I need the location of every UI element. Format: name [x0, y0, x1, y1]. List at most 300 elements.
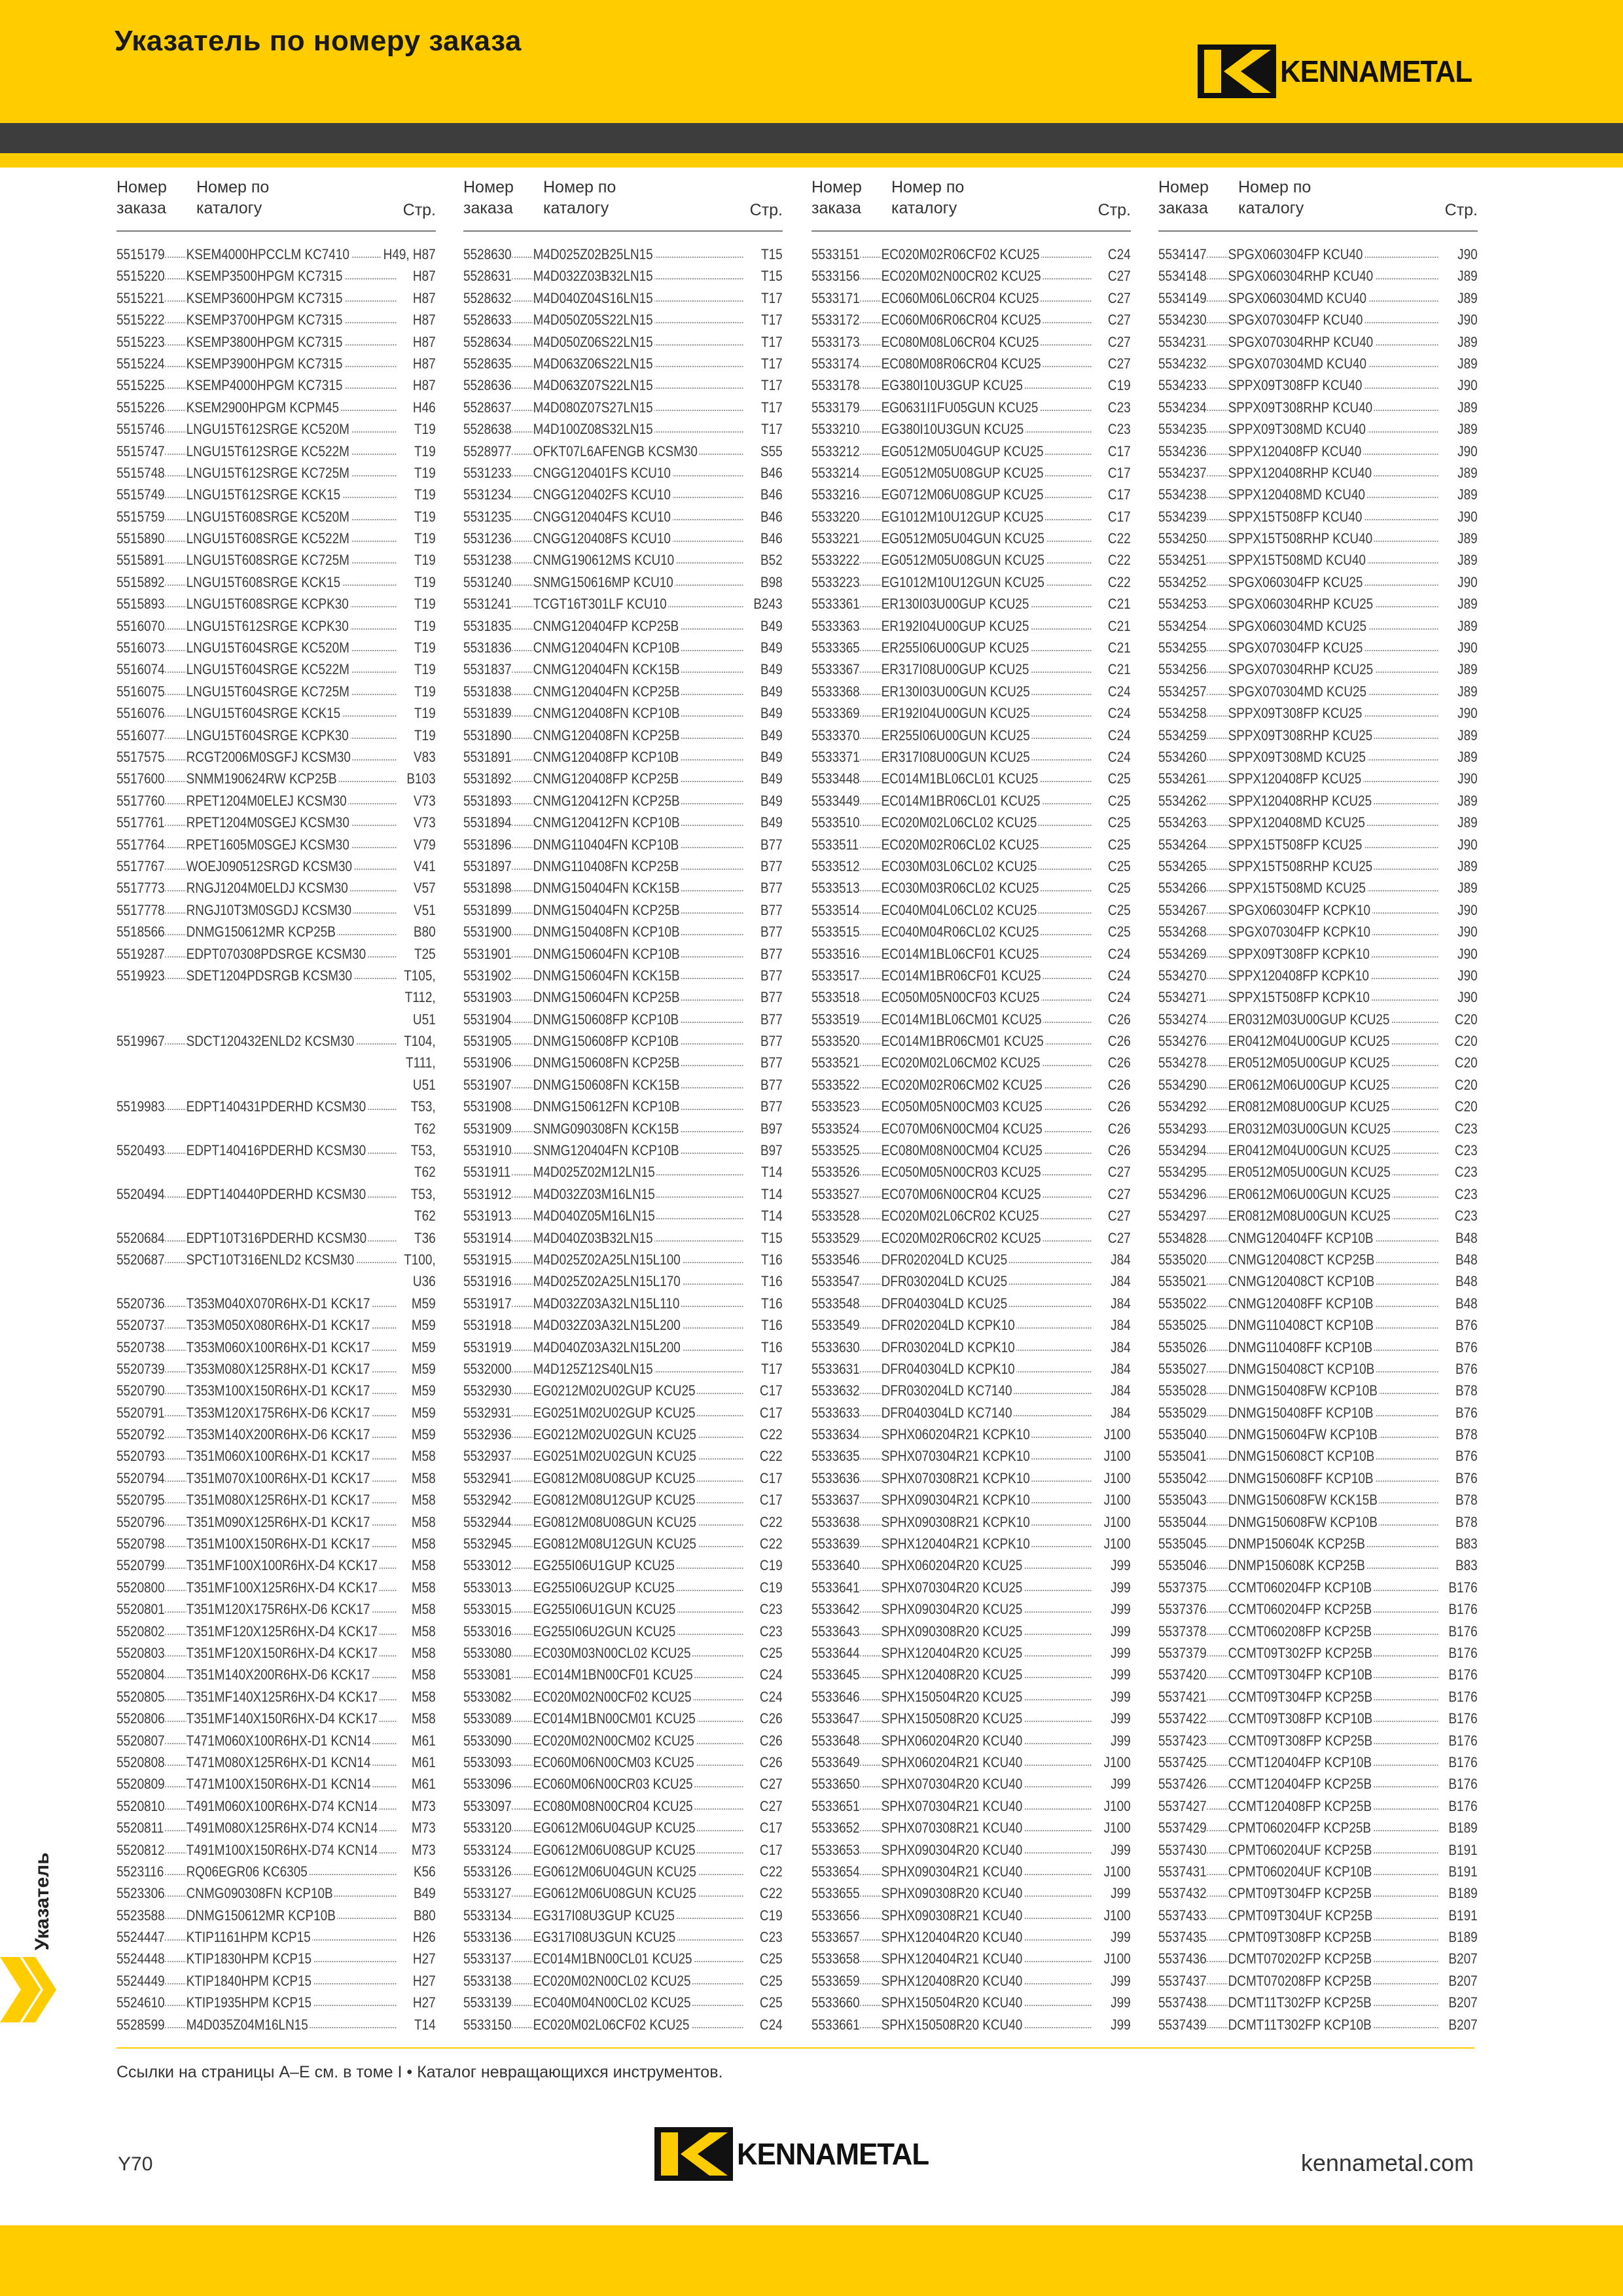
- order-number: 5533015: [463, 1601, 512, 1618]
- table-row: [1158, 1336, 1478, 1358]
- page-reference: J99: [1109, 1577, 1131, 1598]
- catalog-number: EG0612M06U04GUP KCU25: [533, 1817, 697, 1839]
- order-number: 5532944: [463, 1513, 512, 1530]
- order-number: 5515892: [116, 573, 165, 590]
- order-number: 5533525: [812, 1142, 860, 1159]
- page-reference: C27: [1106, 265, 1130, 287]
- page-reference: T14: [759, 1183, 782, 1205]
- catalog-number: EG0612M06U08GUP KCU25: [533, 1839, 697, 1861]
- order-number: 5534148: [1158, 268, 1207, 285]
- order-number: 5537421: [1158, 1688, 1207, 1705]
- table-row: [1158, 899, 1478, 921]
- order-number: 5520796: [116, 1513, 165, 1530]
- catalog-number: EG0812M08U12GUP KCU25: [533, 1489, 697, 1511]
- page-reference: B176: [1447, 1773, 1478, 1795]
- page-reference: B176: [1447, 1577, 1478, 1598]
- order-number: 5534267: [1158, 901, 1207, 918]
- order-number: 5534292: [1158, 1098, 1207, 1115]
- catalog-number: SPPX09T308FP KCU40: [1228, 374, 1364, 396]
- catalog-number: DFR040304LD KC7140: [882, 1402, 1014, 1424]
- catalog-number: CCMT09T308FP KCP25B: [1228, 1730, 1374, 1751]
- order-number: 5519923: [116, 967, 165, 984]
- order-number: 5520795: [116, 1492, 165, 1509]
- page-reference: M58: [410, 1533, 435, 1554]
- catalog-number: EDPT140440PDERHD KCSM30: [187, 1183, 368, 1205]
- catalog-number: SPHX120404R20 KCU25: [882, 1642, 1024, 1664]
- order-number: 5533646: [812, 1688, 860, 1705]
- table-row: [1158, 1358, 1478, 1380]
- column-header: [116, 177, 436, 232]
- page-reference: C26: [758, 1751, 782, 1773]
- catalog-number: LNGU15T604SRGE KCK15: [187, 702, 342, 724]
- catalog-number: SPPX09T308MD KCU25: [1228, 746, 1368, 768]
- page-reference: J84: [1109, 1249, 1131, 1270]
- order-number: 5534147: [1158, 246, 1207, 262]
- table-row: [812, 1533, 1131, 1554]
- table-row: [1158, 1249, 1478, 1270]
- order-number: 5519983: [116, 1098, 165, 1115]
- catalog-number: CNMG120408FN KCP25B: [533, 725, 682, 746]
- catalog-number: SPGX070304FP KCPK10: [1228, 921, 1372, 942]
- page-reference: B78: [1454, 1424, 1477, 1445]
- catalog-number: SPPX120408MD KCU40: [1228, 484, 1367, 505]
- order-number: 5520810: [116, 1797, 165, 1814]
- order-number: 5531233: [463, 464, 512, 481]
- order-number: 5520736: [116, 1295, 165, 1312]
- order-number: 5531838: [463, 683, 512, 700]
- side-section-label: Указатель: [31, 1852, 53, 1950]
- table-row: [1158, 1030, 1478, 1052]
- footer-note: Ссылки на страницы A–E см. в томе I • Каталог невращающихся инструментов.: [116, 2063, 723, 2081]
- catalog-number: EC014M1BN00CL01 KCU25: [533, 1948, 694, 1969]
- order-number: 5533369: [812, 705, 860, 722]
- order-number: 5534263: [1158, 814, 1207, 831]
- order-number: 5531836: [463, 639, 512, 656]
- table-row: [116, 353, 436, 374]
- table-row: [463, 1358, 783, 1380]
- website-link[interactable]: kennametal.com: [1300, 2149, 1474, 2176]
- index-rows: [812, 243, 1131, 2036]
- catalog-number: TCGT16T301LF KCU10: [533, 593, 669, 615]
- page-reference: C22: [758, 1511, 782, 1533]
- order-number: 5516076: [116, 705, 165, 722]
- catalog-number: EC020M02N00CL02 KCU25: [533, 1970, 692, 1992]
- order-number: 5533641: [812, 1579, 860, 1596]
- table-row: [1158, 1948, 1478, 1969]
- page-reference: T19: [412, 528, 435, 549]
- catalog-number: M4D100Z08S32LN15: [533, 418, 655, 440]
- column-header: [463, 177, 783, 232]
- table-row: [116, 1795, 436, 1817]
- page-reference: B103: [405, 768, 436, 789]
- table-row: [812, 1183, 1131, 1205]
- catalog-number: SPGX070304RHP KCU25: [1228, 658, 1375, 680]
- catalog-number: CPMT09T304UF KCP25B: [1228, 1905, 1374, 1926]
- catalog-number: KSEMP4000HPGM KC7315: [187, 374, 344, 396]
- table-row: [812, 725, 1131, 746]
- page-reference: B78: [1454, 1380, 1477, 1401]
- catalog-number: SPHX070308R21 KCU40: [882, 1817, 1024, 1839]
- page-reference: B77: [758, 1009, 782, 1030]
- catalog-number: SPHX070304R21 KCPK10: [882, 1445, 1032, 1467]
- catalog-number: EC014M1BN00CF01 KCU25: [533, 1664, 695, 1685]
- order-number: 5515224: [116, 355, 165, 372]
- catalog-number: EC014M1BR06CF01 KCU25: [882, 965, 1043, 986]
- page-reference: C24: [1106, 681, 1130, 702]
- order-number: 5534231: [1158, 333, 1207, 350]
- table-row: [116, 1861, 436, 1882]
- catalog-number: SPHX120404R21 KCPK10: [882, 1533, 1032, 1554]
- table-row: [116, 921, 436, 942]
- page-reference: T15: [759, 265, 782, 287]
- table-row: [116, 855, 436, 877]
- page-reference: C20: [1453, 1096, 1477, 1117]
- catalog-number: M4D032Z03M16LN15: [533, 1183, 657, 1205]
- order-number: 5533126: [463, 1863, 512, 1880]
- order-number: 5535029: [1158, 1404, 1207, 1421]
- catalog-number: T491M080X125R6HX-D74 KCN14: [187, 1817, 380, 1839]
- table-row: [812, 506, 1131, 528]
- catalog-number: EC060M06N00CR03 KCU25: [533, 1773, 695, 1795]
- catalog-number: EG0512M05U04GUP KCU25: [882, 440, 1045, 462]
- order-number: 5533650: [812, 1776, 860, 1793]
- order-number: 5532942: [463, 1492, 512, 1509]
- page-reference: C17: [1106, 440, 1130, 462]
- catalog-number: T351MF100X125R6HX-D4 KCK17: [187, 1577, 380, 1598]
- order-number: 5533513: [812, 880, 860, 897]
- catalog-number: KSEMP3700HPGM KC7315: [187, 309, 344, 331]
- table-row: [116, 1052, 436, 1073]
- catalog-number: M4D050Z05S22LN15: [533, 309, 655, 331]
- order-number: 5537427: [1158, 1797, 1207, 1814]
- table-row: [116, 528, 436, 549]
- page-reference: M59: [410, 1336, 435, 1358]
- table-row: [463, 1314, 783, 1336]
- page-reference: J84: [1109, 1270, 1131, 1292]
- page-reference: T111,: [404, 1052, 435, 1073]
- table-row: [116, 1074, 436, 1096]
- page-reference: B46: [758, 484, 782, 505]
- page-reference: B189: [1447, 1882, 1478, 1904]
- table-row: [812, 921, 1131, 942]
- table-row: [116, 1686, 436, 1708]
- table-row: [1158, 243, 1478, 265]
- table-row: [116, 986, 436, 1008]
- page-reference: J100: [1102, 1445, 1131, 1467]
- catalog-number: CNMG120408CT KCP10B: [1228, 1270, 1376, 1292]
- catalog-number: CCMT120404FP KCP10B: [1228, 1751, 1374, 1773]
- catalog-number: EG255I06U2GUP KCU25: [533, 1577, 677, 1598]
- header-catalog-number: Номер по каталогу: [1238, 178, 1311, 217]
- page-reference: C25: [758, 1948, 782, 1969]
- page-reference: C24: [758, 1664, 782, 1685]
- catalog-number: LNGU15T612SRGE KCK15: [187, 484, 342, 505]
- order-number: 5520794: [116, 1469, 165, 1486]
- order-number: 5528635: [463, 355, 512, 372]
- order-number: 5516074: [116, 661, 165, 678]
- page-reference: B176: [1447, 1730, 1478, 1751]
- page-reference: T14: [759, 1161, 782, 1183]
- index-column: [812, 177, 1131, 2036]
- page-reference: J100: [1102, 1905, 1131, 1926]
- table-row: [116, 1227, 436, 1249]
- catalog-number: T351M140X200R6HX-D6 KCK17: [187, 1664, 372, 1685]
- catalog-number: SPHX150508R20 KCU40: [882, 2014, 1024, 2036]
- catalog-number: EG0631I1FU05GUN KCU25: [882, 397, 1040, 418]
- catalog-number: M4D050Z06S22LN15: [533, 331, 655, 353]
- catalog-number: SPGX070304FP KCU25: [1228, 637, 1364, 658]
- catalog-number: CNMG120404FN KCP10B: [533, 637, 682, 658]
- catalog-number: KTIP1161HPM KCP15: [187, 1926, 313, 1948]
- table-row: [463, 1686, 783, 1708]
- page-reference: B52: [758, 549, 782, 571]
- order-number: 5533655: [812, 1885, 860, 1902]
- order-number: 5533510: [812, 814, 860, 831]
- catalog-number: CNGG120401FS KCU10: [533, 462, 673, 484]
- page-reference: C26: [1106, 1052, 1130, 1073]
- catalog-number: ER255I06U00GUP KCU25: [882, 637, 1031, 658]
- kennametal-footer-logo: [654, 2127, 939, 2181]
- page-reference: B77: [758, 877, 782, 899]
- table-row: [116, 1970, 436, 1992]
- table-row: [116, 1030, 436, 1052]
- catalog-number: SPCT10T316ENLD2 KCSM30: [187, 1249, 356, 1270]
- table-row: [812, 1489, 1131, 1511]
- table-row: [1158, 462, 1478, 484]
- table-row: [1158, 1795, 1478, 1817]
- table-row: [116, 1992, 436, 2013]
- order-number: 5533515: [812, 924, 860, 941]
- page-reference: J84: [1109, 1336, 1131, 1358]
- order-number: 5537437: [1158, 1972, 1207, 1989]
- page-reference: C23: [1453, 1139, 1477, 1161]
- table-row: [463, 1161, 783, 1183]
- page-reference: C25: [1106, 768, 1130, 789]
- order-number: 5534290: [1158, 1076, 1207, 1093]
- table-row: [812, 484, 1131, 505]
- catalog-number: LNGU15T608SRGE KC725M: [187, 549, 351, 571]
- page-reference: M58: [410, 1642, 435, 1664]
- order-number: 5537439: [1158, 2016, 1207, 2033]
- page-reference: B77: [758, 855, 782, 877]
- order-number: 5533523: [812, 1098, 860, 1115]
- order-number: 5533640: [812, 1557, 860, 1574]
- catalog-number: SPPX120408FP KCU40: [1228, 440, 1363, 462]
- page-reference: C25: [1106, 790, 1130, 812]
- order-number: 5533214: [812, 464, 860, 481]
- order-number: 5533089: [463, 1710, 512, 1727]
- order-number: 5528631: [463, 268, 512, 285]
- order-number: 5534269: [1158, 945, 1207, 962]
- page-reference: T36: [412, 1227, 435, 1249]
- catalog-number: LNGU15T604SRGE KC520M: [187, 637, 351, 658]
- order-number: 5531901: [463, 945, 512, 962]
- catalog-number: KTIP1840HPM KCP15: [187, 1970, 313, 1992]
- table-row: [463, 986, 783, 1008]
- catalog-number: SPPX120408FP KCPK10: [1228, 965, 1371, 986]
- order-number: 5520812: [116, 1841, 165, 1858]
- catalog-number: CNMG190612MS KCU10: [533, 549, 676, 571]
- order-number: 5533660: [812, 1994, 860, 2011]
- page-reference: J90: [1456, 506, 1478, 528]
- page-reference: C23: [1453, 1183, 1477, 1205]
- order-number: 5528977: [463, 442, 512, 459]
- catalog-number: T353M080X125R8HX-D1 KCK17: [187, 1358, 372, 1380]
- table-row: [116, 1926, 436, 1948]
- order-number: 5533630: [812, 1338, 860, 1355]
- order-number: 5533637: [812, 1492, 860, 1509]
- page-reference: C27: [1106, 1205, 1130, 1227]
- page-reference: J89: [1456, 790, 1478, 812]
- catalog-number: KTIP1935HPM KCP15: [187, 1992, 313, 2013]
- page-reference: T19: [412, 549, 435, 571]
- catalog-number: EC080M08L06CR04 KCU25: [882, 331, 1041, 353]
- catalog-number: SPHX090304R20 KCU25: [882, 1598, 1024, 1620]
- table-row: [463, 943, 783, 965]
- catalog-number: SPHX060204R21 KCU40: [882, 1751, 1024, 1773]
- catalog-number: DNMP150604K KCP25B: [1228, 1533, 1367, 1554]
- table-row: [463, 1052, 783, 1073]
- order-number: 5534261: [1158, 770, 1207, 787]
- table-row: [116, 1730, 436, 1751]
- page-reference: T19: [412, 702, 435, 724]
- table-row: [116, 658, 436, 680]
- order-number: 5520738: [116, 1338, 165, 1355]
- catalog-number: EC014M1BN00CM01 KCU25: [533, 1708, 698, 1729]
- table-row: [1158, 2014, 1478, 2036]
- table-row: [463, 1839, 783, 1861]
- table-row: [1158, 440, 1478, 462]
- page-reference: C19: [1106, 374, 1130, 396]
- table-row: [116, 1664, 436, 1685]
- catalog-number: DFR030204LD KC7140: [882, 1380, 1014, 1401]
- catalog-number: SDCT120432ENLD2 KCSM30: [187, 1030, 356, 1052]
- catalog-number: DCMT11T302FP KCP25B: [1228, 1992, 1374, 2013]
- page-reference: J90: [1456, 571, 1478, 593]
- catalog-number: ER0312M03U00GUP KCU25: [1228, 1009, 1391, 1030]
- page-reference: C25: [1106, 899, 1130, 921]
- page-reference: C25: [1106, 921, 1130, 942]
- table-row: [812, 1882, 1131, 1904]
- page-reference: J100: [1102, 1817, 1131, 1839]
- page-reference: B176: [1447, 1686, 1478, 1708]
- order-number: 5534251: [1158, 552, 1207, 569]
- order-number: 5533216: [812, 486, 860, 503]
- page-reference: J99: [1109, 1642, 1131, 1664]
- page-reference: T15: [759, 1227, 782, 1249]
- page-reference: B76: [1454, 1467, 1477, 1489]
- catalog-number: M4D040Z04S16LN15: [533, 287, 655, 309]
- page-reference: B49: [758, 637, 782, 658]
- page-reference: T19: [412, 484, 435, 505]
- order-number: 5520799: [116, 1557, 165, 1574]
- page-reference: J99: [1109, 1992, 1131, 2013]
- order-number: 5535044: [1158, 1513, 1207, 1530]
- table-row: [1158, 1052, 1478, 1073]
- page-reference: J89: [1456, 812, 1478, 833]
- order-number: 5533179: [812, 399, 860, 416]
- table-row: [116, 243, 436, 265]
- table-row: [1158, 1686, 1478, 1708]
- table-row: [463, 1861, 783, 1882]
- table-row: [463, 1751, 783, 1773]
- page-reference: M58: [410, 1708, 435, 1729]
- catalog-number: EG0612M06U08GUN KCU25: [533, 1882, 698, 1904]
- table-row: [812, 1730, 1131, 1751]
- catalog-number: SPHX090308R21 KCU40: [882, 1905, 1024, 1926]
- order-number: 5533174: [812, 355, 860, 372]
- table-row: [1158, 571, 1478, 593]
- page-reference: B97: [758, 1139, 782, 1161]
- order-number: 5533222: [812, 552, 860, 569]
- catalog-number: EC030M03N00CL02 KCU25: [533, 1642, 692, 1664]
- catalog-number: KSEM2900HPGM KCPM45: [187, 397, 341, 418]
- page-reference: J90: [1456, 309, 1478, 331]
- order-number: 5537379: [1158, 1645, 1207, 1661]
- catalog-number: EC040M04R06CL02 KCU25: [882, 921, 1041, 942]
- table-row: [463, 1030, 783, 1052]
- order-number: 5520807: [116, 1732, 165, 1749]
- page-reference: T53,: [409, 1183, 435, 1205]
- table-row: [463, 331, 783, 353]
- catalog-number: EC014M1BL06CM01 KCU25: [882, 1009, 1044, 1030]
- order-number: 5533212: [812, 442, 860, 459]
- order-number: 5531910: [463, 1142, 512, 1159]
- page-reference: B176: [1447, 1708, 1478, 1729]
- catalog-number: KSEMP3800HPGM KC7315: [187, 331, 344, 353]
- page-reference: C24: [1106, 943, 1130, 965]
- order-number: 5531908: [463, 1098, 512, 1115]
- order-number: 5534296: [1158, 1185, 1207, 1202]
- catalog-number: SNMG150616MP KCU10: [533, 571, 675, 593]
- table-row: [463, 397, 783, 418]
- catalog-number: EC060M06R06CR04 KCU25: [882, 309, 1043, 331]
- page-reference: J99: [1109, 1598, 1131, 1620]
- order-number: 5533151: [812, 246, 860, 262]
- catalog-number: DNMG150604FN KCP10B: [533, 943, 682, 965]
- order-number: 5515220: [116, 268, 165, 285]
- page-reference: T17: [759, 353, 782, 374]
- table-row: [1158, 549, 1478, 571]
- page-reference: B207: [1447, 1948, 1478, 1969]
- order-number: 5537378: [1158, 1623, 1207, 1640]
- order-number: 5531900: [463, 924, 512, 941]
- page-reference: B49: [758, 812, 782, 833]
- table-row: [116, 1621, 436, 1642]
- page-reference: C26: [1106, 1118, 1130, 1139]
- catalog-number: RQ06EGR06 KC6305: [187, 1861, 310, 1882]
- table-row: [1158, 768, 1478, 789]
- catalog-number: T351MF120X125R6HX-D4 KCK17: [187, 1621, 380, 1642]
- order-number: 5520804: [116, 1666, 165, 1683]
- table-row: [812, 243, 1131, 265]
- table-row: [116, 593, 436, 615]
- catalog-number: EC014M1BL06CL01 KCU25: [882, 768, 1040, 789]
- order-number: 5534258: [1158, 705, 1207, 722]
- catalog-number: ER0312M03U00GUN KCU25: [1228, 1118, 1393, 1139]
- table-row: [116, 1948, 436, 1969]
- catalog-number: CPMT060204UF KCP25B: [1228, 1839, 1374, 1861]
- order-number: 5533171: [812, 289, 860, 306]
- order-number: 5515225: [116, 377, 165, 394]
- order-number: 5520809: [116, 1776, 165, 1793]
- table-row: [812, 1554, 1131, 1576]
- catalog-number: LNGU15T612SRGE KCPK30: [187, 615, 351, 637]
- page-reference: C23: [1453, 1118, 1477, 1139]
- order-number: 5533528: [812, 1208, 860, 1225]
- order-number: 5533649: [812, 1753, 860, 1770]
- table-row: [1158, 746, 1478, 768]
